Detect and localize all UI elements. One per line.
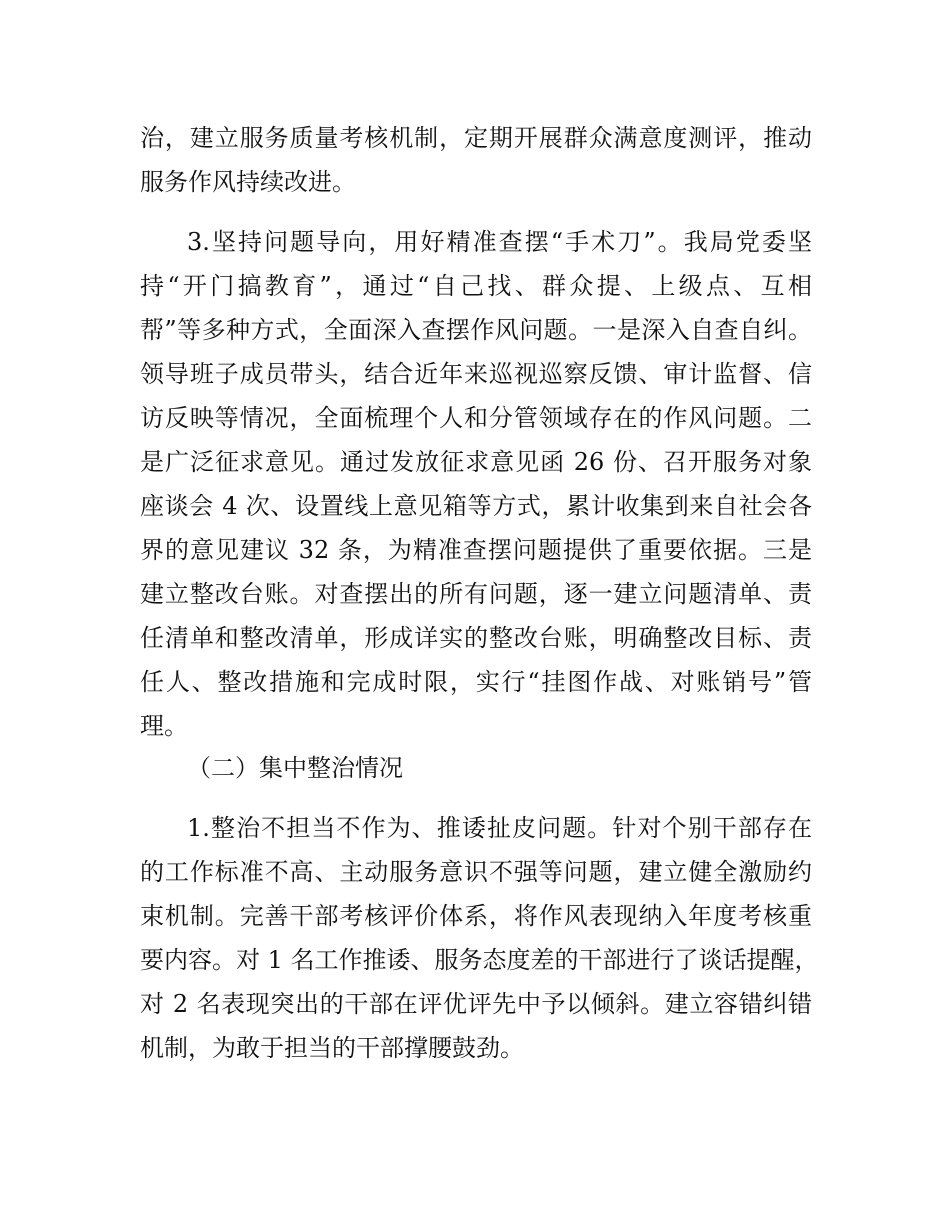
- paragraph-line: 领导班子成员带头，结合近年来巡视巡察反馈、审计监督、信: [140, 360, 812, 388]
- paragraph-line: 持“开门搞教育”，通过“自己找、群众提、上级点、互相: [140, 272, 812, 300]
- paragraph-line: 是广泛征求意见。通过发放征求意见函 26 份、召开服务对象: [140, 448, 812, 476]
- paragraph-line: 束机制。完善干部考核评价体系，将作风表现纳入年度考核重: [140, 902, 812, 930]
- paragraph-line: 3.坚持问题导向，用好精准查摆“手术刀”。我局党委坚: [187, 228, 812, 256]
- paragraph-line: 治，建立服务质量考核机制，定期开展群众满意度测评，推动: [140, 124, 812, 152]
- paragraph-line: 座谈会 4 次、设置线上意见箱等方式，累计收集到来自社会各: [140, 492, 812, 520]
- paragraph-line: 任人、整改措施和完成时限，实行“挂图作战、对账销号”管: [140, 668, 812, 696]
- paragraph-line: 的工作标准不高、主动服务意识不强等问题，建立健全激励约: [140, 858, 812, 886]
- paragraph-line: 服务作风持续改进。: [140, 168, 356, 196]
- section-heading: （二）集中整治情况: [187, 754, 403, 782]
- paragraph-line: 理。: [140, 712, 188, 740]
- paragraph-line: 1.整治不担当不作为、推诿扯皮问题。针对个别干部存在: [187, 814, 812, 842]
- paragraph-line: 要内容。对 1 名工作推诿、服务态度差的干部进行了谈话提醒，: [140, 946, 819, 974]
- paragraph-line: 帮”等多种方式，全面深入查摆作风问题。一是深入自查自纠。: [140, 316, 812, 344]
- paragraph-line: 对 2 名表现突出的干部在评优评先中予以倾斜。建立容错纠错: [140, 990, 812, 1018]
- paragraph-line: 界的意见建议 32 条，为精准查摆问题提供了重要依据。三是: [140, 536, 812, 564]
- paragraph-line: 任清单和整改清单，形成详实的整改台账，明确整改目标、责: [140, 624, 812, 652]
- paragraph-line: 机制，为敢于担当的干部撑腰鼓劲。: [140, 1034, 524, 1062]
- paragraph-line: 建立整改台账。对查摆出的所有问题，逐一建立问题清单、责: [140, 580, 812, 608]
- paragraph-line: 访反映等情况，全面梳理个人和分管领域存在的作风问题。二: [140, 404, 812, 432]
